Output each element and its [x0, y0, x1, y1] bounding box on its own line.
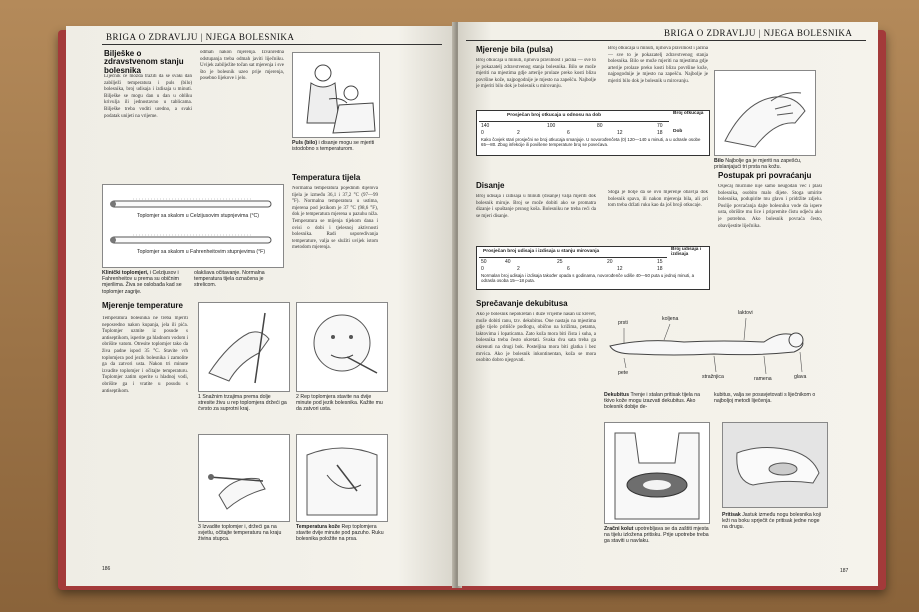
caption-text: i Celzijusov i Fahrenheitov u prema su običnim mjerilima. Živa se oslobađa kad se toplomjer zagrije.: [102, 270, 182, 295]
caption-bold: Pritisak: [722, 512, 741, 518]
age-value: 12: [617, 130, 623, 136]
body-label: prsti: [618, 320, 628, 326]
figure-3-caption: 3 Izvadite toplomjer i, držeći ga na svjetlu, očitajte temperaturu na kraju živina stupca.: [198, 524, 282, 543]
air-ring-illustration: [604, 422, 710, 524]
pulse-illustration: [292, 52, 380, 138]
age-value: 18: [657, 266, 663, 272]
header-rule: [102, 44, 442, 45]
right-page: [458, 22, 878, 586]
age-value: 18: [657, 130, 663, 136]
temperature-title: Temperatura tijela: [292, 173, 361, 182]
air-ring-caption: [604, 526, 710, 545]
body-pressure-diagram: [604, 298, 814, 386]
vomit-title: Postupak pri povraćanju: [718, 171, 812, 180]
pulse-caption: [292, 140, 378, 152]
pulse-table-title: Prosječan broj otkucaja u odnosu na dob: [507, 113, 602, 118]
temperature-text: Normalna temperatura pojedinih dijelova tijela je između 36,1 i 37,2 °C (97—99 °F). Normalna temperatura u ustima, mjerena pod jezikom je 37 °C (98,6 °F), dok je temperatura mjerena u pazuhu niža. Temperatura se mijenja tijekom dana i ovisi o dobi i tjelesnoj aktivnosti bolesnika. Radi usporedivanja temperature, valja se služiti uvijek istom metodom mjerenja.: [292, 186, 378, 251]
breath-value: 40: [505, 259, 511, 265]
age-value: 6: [567, 130, 570, 136]
pulse-value: 100: [547, 123, 556, 129]
thermometer-caption-cont: olakšava očitavanje. Normalna temperatura tijela označena je strelicom.: [194, 270, 265, 289]
page-header: BRIGA O ZDRAVLJU | NJEGA BOLESNIKA: [664, 28, 853, 38]
hand-illustration: [714, 70, 816, 156]
age-value: 0: [481, 130, 484, 136]
body-label: glava: [794, 374, 807, 380]
figure-4-armpit: [296, 434, 388, 522]
section-text-cont: odmah nakon mjerenja. Izvanredna odstupanja treba odmah javiti liječniku. Uvijek zabilježite točan sat mjerenja i sve što je bolesnik uzeo prije mjerenja, posebno lijekove i jelo.: [200, 50, 284, 82]
caption-text: i disanje mogu se mjeriti istodobno s temperaturom.: [292, 140, 375, 153]
pulse-value: 80: [597, 123, 603, 129]
figure-1-caption: 1 Snažnim trzajima prema dolje stresite živu u rep toplomjera držeći ga čvrsto za suprotni kraj.: [198, 394, 287, 413]
caption-text: Jastuk između nogu bolesnika koji leži na boku sprječit će pritisak jedne noge na drugu.: [722, 512, 821, 531]
breath-table-hdr: Broj udisaja i izdisaja: [671, 247, 702, 257]
thermometer-f-label: Toplomjer sa skalom u Fahrenheitovim stupnjevima (°F): [137, 249, 266, 255]
figure-3-read: [198, 434, 290, 522]
section-text: Liječnik će možda tražiti da se svaki dan zabilježi temperatura i puls (bilo) bolesnika, broj udisaja i izdisaja u minuti. Bilješke se mogu dan u dan u obliku krivulja ili jednostavno u tablicama. Bilješke treba voditi uredno, a svaki podatak unijeti na vrijeme.: [104, 74, 192, 119]
caption-bold: Puls (bilo): [292, 140, 318, 146]
breath-value: 50: [481, 259, 487, 265]
age-value: 0: [481, 266, 484, 272]
bedsore-caption: [604, 392, 708, 411]
pulse-value: 140: [481, 123, 490, 129]
page-number: 186: [102, 566, 111, 572]
measure-text: Temperatura bolesnika ne treba mjeriti neposredno nakon kupanja, jela ili pića. Toplomjer uzmite iz posude s antiseptikom, isperite ga hladnom vodom i obrišite vatom. Otresite toplomjer tako da živa padne ispod 35 °C. Stavite vrh toplomjera pod jezik bolesnika i zamolite ga da zatvori usta. Nakon tri minute izvadite toplomjer i očitajte temperaturu. Toplomjer zatim operite u hladnoj vodi, obrišite ga i vratite u posudu s antiseptikom.: [102, 316, 188, 394]
body-label: stražnjica: [702, 374, 724, 380]
hand-caption: [714, 158, 814, 170]
body-label: koljena: [662, 316, 679, 322]
breath-value: 25: [557, 259, 563, 265]
figure-1-shake: [198, 302, 290, 392]
pulse-table-hdr1: Broj otkucaja: [673, 111, 704, 116]
pulse-table-note: Kako čovjek stari prosječni se broj otkucaja smanjuje. U novorođenčeta (0) 120—140 u minuti, a u odrasle osobe 65—80. Zbog infekcije ili povišene temperature broj se povećava.: [481, 137, 701, 147]
header-rule: [466, 40, 866, 41]
caption-bold: Zračni kolut: [604, 526, 634, 532]
vomit-text: Osjećaj mučnine nije samo neugodan već i plaši bolesnika, osobito malo dijete. Stoga umirite bolesnika, podupirite mu glavu i pridržite zdjelu. Poslije povraćanja dajte bolesniku vode da ispere usta, obrišite mu lice i pripremite čistu odjeću ako je potrebno. Ako bolesnik povraća često, obavijestite liječnika.: [718, 184, 822, 229]
measure-title: Mjerenje temperature: [102, 301, 183, 310]
bedsore-caption-cont: kubitus, valja se posavjetovati s liječnikom o najboljoj metodi liječenja.: [714, 392, 816, 405]
pulse-text-cont: Broj otkucaja u minuti, njihova pravilnost i jačina — sve to je pokazatelj zdravstvenog stanja bolesnika. Bilo se može mjeriti na mjestima gdje arterije prolaze preko kosti blizu površine kože, najpogodnije je mjesto na zapešću. Najbolje je mjeriti bilo dok je bolesnik u mirovanju.: [608, 46, 708, 84]
caption-text: Trenje i stalan pritisak tijela na tkivo kože mogu izazvati dekubitus. Ako bolesnik dobije de-: [604, 392, 701, 411]
caption-bold: Bilo: [714, 158, 724, 164]
left-page: [66, 26, 456, 586]
table-rule: [479, 257, 667, 258]
figure-2-mouth: [296, 302, 388, 392]
bedsore-title: Sprečavanje dekubitusa: [476, 299, 568, 308]
pulse-table-hdr2: Dob: [673, 129, 683, 134]
caption-text: Rep toplomjera stavite dvije minute pod pazuho. Ruku bolesnika položite na prsa.: [296, 524, 384, 543]
pulse-text: Broj otkucaja u minuti, njihova pravilnost i jačina — sve to je pokazatelj zdravstvenog stanja bolesnika. Bilo se može mjeriti na mjestima gdje arterije prolaze preko kosti blizu površine kože, najpogodnije je mjesto na zapešću. Najbolje je mjeriti bilo dok je bolesnik u mirovanju.: [476, 58, 596, 90]
caption-text: upotrebljava se da zaštiti mjesta na tijelu izložena pritisku. Prije upotrebe treba ga staviti u navlaku.: [604, 526, 709, 545]
figure-2-caption: 2 Rep toplomjera stavite na dvije minute pod jezik bolesnika. Kažite mu da zatvori usta.: [296, 394, 383, 413]
age-value: 2: [517, 266, 520, 272]
pulse-value: 70: [657, 123, 663, 129]
caption-bold: Klinički toplomjeri,: [102, 270, 149, 276]
pillow-caption: [722, 512, 826, 531]
pillow-illustration: [722, 422, 828, 508]
table-rule: [479, 121, 669, 122]
section-title: Bilješke o zdravstvenom stanju bolesnika: [104, 49, 184, 75]
breath-table-title: Prosječan broj udisaja i izdisaja u stanju mirovanja: [483, 249, 600, 254]
caption-bold: Temperatura kože: [296, 524, 341, 530]
figure-4-caption: [296, 524, 388, 543]
thermometer-caption: [102, 270, 188, 295]
caption-bold: Dekubitus: [604, 392, 630, 398]
breath-table: [476, 246, 710, 290]
caption-text: Najbolje ga je mjeriti na zapešću, prislanjajući tri prsta na kožu.: [714, 158, 802, 171]
page-number: 187: [840, 568, 849, 574]
breath-text: Broj udisaja i izdisaja u minuti (disanje) valja mjeriti dok bolesnik miruje. Broj se može dobiti ako se promatra dizanje i spuštanje prsnog koša. Bolesniku ne treba reći da se mjeri disanje.: [476, 194, 596, 219]
thermometer-c-label: Toplomjer sa skalom u Celzijusovim stupnjevima (°C): [137, 213, 259, 219]
breath-value: 20: [607, 259, 613, 265]
bedsore-text: Ako je bolesnik nepokretan i duže vrijeme nasan uz krevet, može dobiti ranu, tzv. dekubitus. One nastaju na mjestima gdje tijelo pritišće podlogu, obično na križima, petama, laktovima i lopaticama. Zato koža mora biti čista i suha, a bolesnika treba često okretati. Svaka dva sata treba ga okrenuti na drugi bok. Posteljina mora biti glatka i bez mrvica. Ako je bolesnik inkontinentan, koža se mora osobito dobro njegovati.: [476, 312, 596, 364]
body-label: pete: [618, 370, 629, 376]
breath-text-cont: Stoga je bolje da se ovo mjerenje obavlja dok bolesnik spava, ili nakon mjerenja bila, ali pri tom treba držati ruku kao da još broji otkucaje.: [608, 190, 708, 209]
pulse-table: [476, 110, 710, 156]
breath-table-note: Normalan broj udisaja i izdisaja također opada s godinama, novorođenče udiše 40—50 puta u jednoj minuti, a odrasla osoba 15—18 puta.: [481, 273, 695, 283]
pulse-title: Mjerenje bila (pulsa): [476, 45, 553, 54]
age-value: 2: [517, 130, 520, 136]
breath-title: Disanje: [476, 181, 505, 190]
body-label: laktovi: [738, 310, 753, 316]
body-label: ramena: [754, 376, 772, 382]
breath-value: 15: [657, 259, 663, 265]
age-value: 6: [567, 266, 570, 272]
page-header: BRIGA O ZDRAVLJU | NJEGA BOLESNIKA: [106, 32, 295, 42]
thermometer-illustration: [102, 184, 284, 268]
age-value: 12: [617, 266, 623, 272]
